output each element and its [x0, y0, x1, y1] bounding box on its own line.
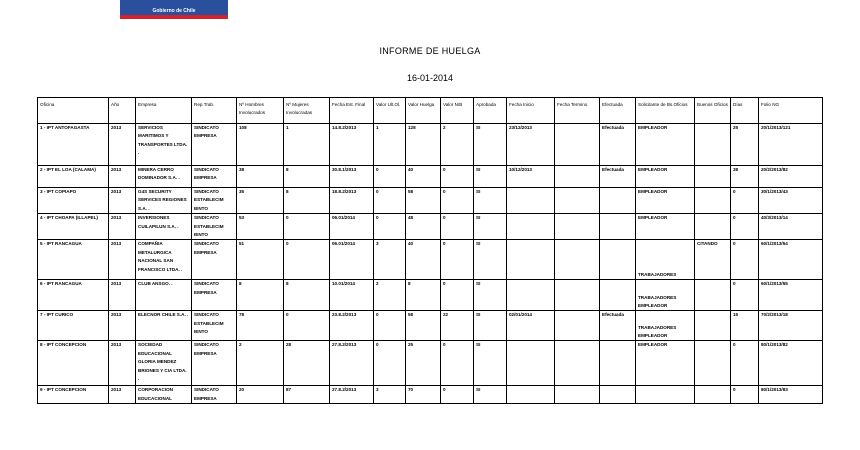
cell-solicitante: EMPLEADOR: [636, 124, 695, 166]
cell-fecha-est: 30.8.1/2013: [330, 166, 374, 188]
cell-rep: SINDICATO ESTABLECIM IENTO: [192, 188, 237, 214]
cell-fecha-est: 10.01/2014: [330, 280, 374, 311]
cell-huelga: 8: [406, 280, 441, 311]
cell-huelga: 58: [406, 311, 441, 341]
table-header-row: [38, 98, 823, 124]
report-title: INFORME DE HUELGA: [379, 46, 481, 56]
cell-aprobada: SI: [474, 188, 507, 214]
cell-aprobada: SI: [474, 214, 507, 240]
cell-termino: [555, 214, 600, 240]
cell-oficina: 1 - IPT ANTOFAGASTA: [38, 124, 109, 166]
cell-fecha-est: 27.8.2/2013: [330, 341, 374, 386]
cell-inicio: [507, 188, 555, 214]
cell-mujeres: 0: [284, 311, 330, 341]
cell-efectuada: Efectuada: [600, 124, 636, 166]
cell-rep: SINDICATO ESTABLECIM IENTO: [192, 311, 237, 341]
cell-nb: 0: [441, 386, 474, 404]
table-row: [38, 166, 823, 188]
cell-termino: [555, 280, 600, 311]
report-date: 16-01-2014: [406, 73, 454, 83]
cell-solicitante: TRABAJADORES EMPLEADOR: [636, 311, 695, 341]
column-header: Fecha Inicio: [507, 98, 555, 124]
cell-fecha-est: 06.01/2014: [330, 240, 374, 280]
cell-ult: 0: [374, 341, 406, 386]
cell-hombres: 2: [237, 341, 284, 386]
cell-rep: SINDICATO EMPRESA: [192, 386, 237, 404]
cell-anio: 2013: [109, 166, 136, 188]
cell-dias: 0: [731, 280, 759, 311]
cell-inicio: [507, 280, 555, 311]
cell-mujeres: 0: [284, 240, 330, 280]
cell-inicio: 10/12/2013: [507, 166, 555, 188]
cell-empresa: ELECNOR CHILE S.A. .: [136, 311, 192, 341]
cell-oficina: 2 - IPT EL LOA (CALAMA): [38, 166, 109, 188]
cell-hombres: 20: [237, 386, 284, 404]
column-header: Aprobada: [474, 98, 507, 124]
cell-empresa: SOCIEDAD EDUCACIONAL GLORIA MENDEZ BRIONES Y CIA LTDA. .: [136, 341, 192, 386]
column-header: Nº Mujeres Involucradas: [284, 98, 330, 124]
cell-folio: 60/1/2013/55: [759, 280, 823, 311]
cell-rep: SINDICATO ESTABLECIM IENTO: [192, 214, 237, 240]
cell-solicitante: EMPLEADOR: [636, 341, 695, 386]
cell-empresa: CLUB ANSGO. .: [136, 280, 192, 311]
cell-termino: [555, 240, 600, 280]
cell-nb: 0: [441, 214, 474, 240]
cell-ult: 3: [374, 386, 406, 404]
cell-inicio: [507, 240, 555, 280]
cell-anio: 2013: [109, 214, 136, 240]
cell-solicitante: [636, 386, 695, 404]
cell-folio: 70/2/2013/18: [759, 311, 823, 341]
cell-termino: [555, 166, 600, 188]
cell-anio: 2013: [109, 341, 136, 386]
column-header: Valor Ult.Ol.: [374, 98, 406, 124]
cell-nb: 0: [441, 341, 474, 386]
cell-oficina: 4 - IPT CHOAPA (ILLAPEL): [38, 214, 109, 240]
cell-efectuada: Efectuada: [600, 311, 636, 341]
table-row: [38, 124, 823, 166]
cell-fecha-est: 18.8.2/2013: [330, 188, 374, 214]
cell-huelga: 40: [406, 240, 441, 280]
cell-folio: 80/1/2013/83: [759, 386, 823, 404]
cell-ult: 0: [374, 214, 406, 240]
column-header: Oficina: [38, 98, 109, 124]
cell-fecha-est: 27.8.2/2013: [330, 386, 374, 404]
column-header: Valor N/B: [441, 98, 474, 124]
cell-ult: 0: [374, 311, 406, 341]
cell-buenos: [695, 166, 731, 188]
cell-solicitante: EMPLEADOR: [636, 188, 695, 214]
cell-anio: 2013: [109, 280, 136, 311]
cell-efectuada: [600, 280, 636, 311]
cell-empresa: G4S SECURITY SERVICES REGIONES S.A. .: [136, 188, 192, 214]
cell-efectuada: [600, 386, 636, 404]
cell-inicio: 23/12/2013: [507, 124, 555, 166]
column-header: Folio NG: [759, 98, 823, 124]
cell-buenos: [695, 214, 731, 240]
cell-aprobada: SI: [474, 386, 507, 404]
cell-fecha-est: 14.8.2/2013: [330, 124, 374, 166]
cell-aprobada: SI: [474, 124, 507, 166]
cell-efectuada: [600, 214, 636, 240]
cell-mujeres: 28: [284, 341, 330, 386]
cell-nb: 0: [441, 240, 474, 280]
cell-huelga: 128: [406, 124, 441, 166]
cell-aprobada: SI: [474, 311, 507, 341]
column-header: Fecha Termino: [555, 98, 600, 124]
cell-mujeres: 0: [284, 214, 330, 240]
cell-ult: 2: [374, 280, 406, 311]
cell-huelga: 25: [406, 341, 441, 386]
cell-solicitante: TRABAJADORES EMPLEADOR: [636, 280, 695, 311]
strike-report-table: [37, 97, 823, 404]
cell-efectuada: Efectuada: [600, 166, 636, 188]
cell-huelga: 40: [406, 166, 441, 188]
cell-nb: 0: [441, 280, 474, 311]
cell-oficina: 3 - IPT COPIAPO: [38, 188, 109, 214]
column-header: Valor Huelga: [406, 98, 441, 124]
cell-buenos: [695, 124, 731, 166]
logo-red-stripe: [120, 15, 228, 19]
column-header: Solicitante de Bs.Oficios: [636, 98, 695, 124]
cell-dias: 25: [731, 124, 759, 166]
cell-dias: 0: [731, 240, 759, 280]
cell-oficina: 7 - IPT CURICO: [38, 311, 109, 341]
cell-fecha-est: 23.8.2/2013: [330, 311, 374, 341]
cell-rep: SINDICATO EMPRESA: [192, 280, 237, 311]
cell-ult: 3: [374, 240, 406, 280]
cell-efectuada: [600, 240, 636, 280]
cell-rep: SINDICATO EMPRESA: [192, 166, 237, 188]
cell-anio: 2013: [109, 240, 136, 280]
cell-empresa: COMPAÑIA METALURGICA NACIONAL SAN FRANCISCO LTDA. .: [136, 240, 192, 280]
cell-ult: 0: [374, 166, 406, 188]
cell-rep: SINDICATO EMPRESA: [192, 124, 237, 166]
cell-folio: 20/1/2013/121: [759, 124, 823, 166]
cell-fecha-est: 06.01/2014: [330, 214, 374, 240]
column-header: Rep.Trab.: [192, 98, 237, 124]
cell-efectuada: [600, 188, 636, 214]
cell-mujeres: 8: [284, 166, 330, 188]
cell-nb: 22: [441, 311, 474, 341]
cell-dias: 0: [731, 341, 759, 386]
cell-huelga: 70: [406, 386, 441, 404]
cell-dias: 0: [731, 386, 759, 404]
cell-ult: 1: [374, 124, 406, 166]
cell-inicio: 02/01/2014: [507, 311, 555, 341]
cell-aprobada: SI: [474, 166, 507, 188]
cell-dias: 0: [731, 214, 759, 240]
cell-efectuada: [600, 341, 636, 386]
cell-ult: 0: [374, 188, 406, 214]
cell-hombres: 38: [237, 166, 284, 188]
column-header: Nº Hombres Involucrados: [237, 98, 284, 124]
cell-nb: 0: [441, 188, 474, 214]
cell-oficina: 9 - IPT CONCEPCION: [38, 386, 109, 404]
cell-hombres: 53: [237, 214, 284, 240]
cell-rep: SINDICATO EMPRESA: [192, 341, 237, 386]
cell-hombres: 78: [237, 311, 284, 341]
cell-nb: 0: [441, 166, 474, 188]
cell-anio: 2013: [109, 188, 136, 214]
cell-empresa: INVERSIONES CUILAPILUN S.A. .: [136, 214, 192, 240]
cell-folio: 80/1/2013/82: [759, 341, 823, 386]
cell-termino: [555, 341, 600, 386]
logo-text: Gobierno de Chile: [152, 8, 196, 14]
cell-dias: 0: [731, 188, 759, 214]
cell-empresa: CORPORACION EDUCACIONAL: [136, 386, 192, 404]
table-row: [38, 311, 823, 341]
cell-aprobada: SI: [474, 341, 507, 386]
cell-dias: 38: [731, 166, 759, 188]
cell-termino: [555, 188, 600, 214]
column-header: Buenos Oficios: [695, 98, 731, 124]
cell-buenos: [695, 341, 731, 386]
cell-mujeres: 8: [284, 188, 330, 214]
cell-mujeres: 8: [284, 280, 330, 311]
cell-termino: [555, 124, 600, 166]
cell-buenos: CITANDO: [695, 240, 731, 280]
cell-oficina: 6 - IPT RANCAGUA: [38, 280, 109, 311]
cell-huelga: 58: [406, 188, 441, 214]
cell-nb: 2: [441, 124, 474, 166]
cell-empresa: MINERA CERRO DOMINADOR S.A. .: [136, 166, 192, 188]
cell-mujeres: 1: [284, 124, 330, 166]
cell-anio: 2013: [109, 124, 136, 166]
cell-anio: 2013: [109, 311, 136, 341]
cell-oficina: 8 - IPT CONCEPCION: [38, 341, 109, 386]
cell-hombres: 35: [237, 188, 284, 214]
cell-huelga: 48: [406, 214, 441, 240]
cell-buenos: [695, 188, 731, 214]
cell-rep: SINDICATO EMPRESA: [192, 240, 237, 280]
table-row: [38, 188, 823, 214]
cell-solicitante: TRABAJADORES: [636, 240, 695, 280]
cell-folio: 60/1/2013/54: [759, 240, 823, 280]
cell-oficina: 5 - IPT RANCAGUA: [38, 240, 109, 280]
cell-inicio: [507, 214, 555, 240]
cell-folio: 20/2/2013/82: [759, 166, 823, 188]
cell-folio: 30/1/2013/43: [759, 188, 823, 214]
table-row: [38, 280, 823, 311]
cell-hombres: 51: [237, 240, 284, 280]
gobierno-logo: [120, 0, 228, 19]
cell-termino: [555, 386, 600, 404]
cell-hombres: 108: [237, 124, 284, 166]
table-row: [38, 214, 823, 240]
table-row: [38, 386, 823, 404]
cell-buenos: [695, 386, 731, 404]
cell-folio: 40/3/2013/14: [759, 214, 823, 240]
cell-empresa: SERVICIOS MARITIMOS Y TRANSPORTES LTDA. .: [136, 124, 192, 166]
cell-anio: 2013: [109, 386, 136, 404]
cell-aprobada: SI: [474, 240, 507, 280]
cell-aprobada: SI: [474, 280, 507, 311]
column-header: Empresa: [136, 98, 192, 124]
cell-mujeres: 87: [284, 386, 330, 404]
column-header: Año: [109, 98, 136, 124]
column-header: Fecha Est. Final: [330, 98, 374, 124]
cell-buenos: [695, 311, 731, 341]
cell-hombres: 8: [237, 280, 284, 311]
cell-buenos: [695, 280, 731, 311]
cell-solicitante: EMPLEADOR: [636, 214, 695, 240]
table-row: [38, 341, 823, 386]
column-header: Efectuada: [600, 98, 636, 124]
cell-dias: 15: [731, 311, 759, 341]
table-body: [38, 124, 823, 404]
table-row: [38, 240, 823, 280]
cell-inicio: [507, 386, 555, 404]
cell-solicitante: EMPLEADOR: [636, 166, 695, 188]
cell-inicio: [507, 341, 555, 386]
column-header: Días: [731, 98, 759, 124]
cell-termino: [555, 311, 600, 341]
